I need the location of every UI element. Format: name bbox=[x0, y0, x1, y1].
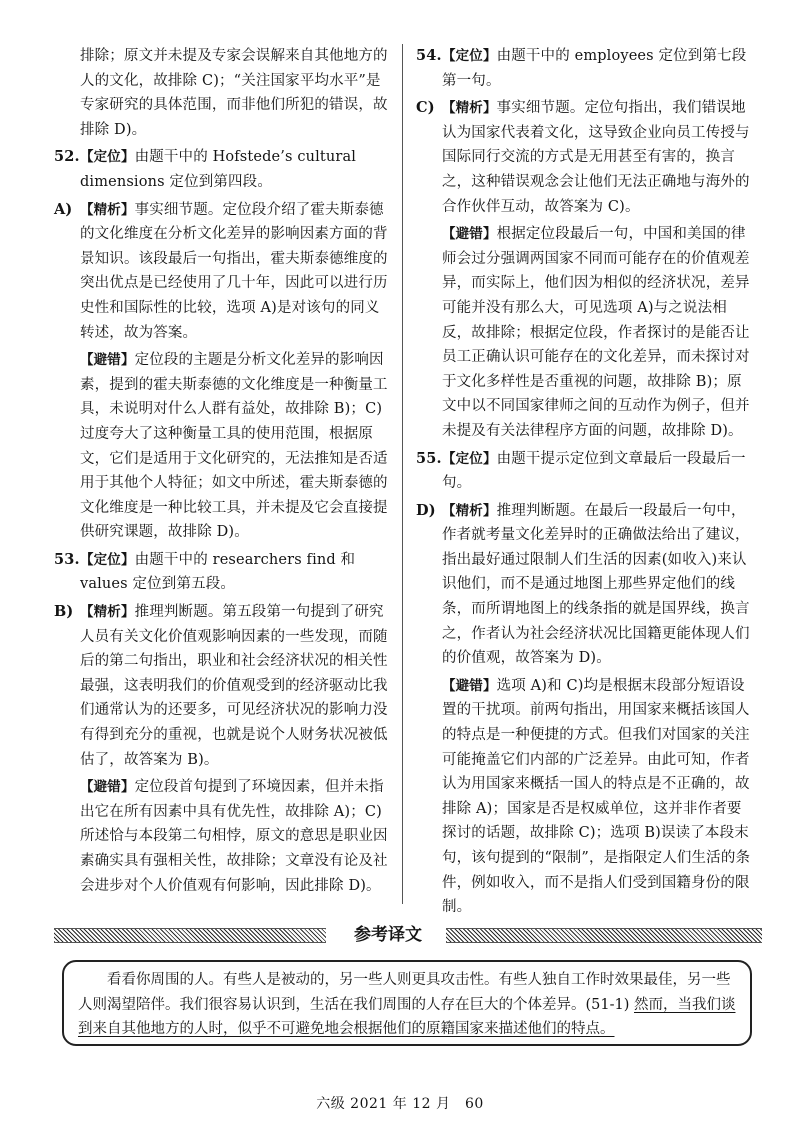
hatched-rule-left bbox=[54, 928, 326, 943]
analysis-text: 推理判断题。在最后一段最后一句中，作者就考量文化差异时的正确做法给出了建议，指出最好通过限制人们生活的因素(如收入)来认识他们，而不是通过地图上那些界定他们的线条，而所谓地图上的线条指的就是国界线，换言之，作者认为社会经济状况比国籍更能体现人们的价值观，故答案为 D)。 bbox=[442, 502, 750, 667]
answer-letter: B) bbox=[54, 603, 74, 621]
hatched-rule-right bbox=[446, 928, 762, 943]
locate-tag: 【定位】 bbox=[442, 48, 497, 64]
translation-underlined-text: 然而，当我们谈到来自其他地方的人时，似乎不可避免地会根据他们的原籍国家来描述他们的特点。 bbox=[78, 996, 736, 1037]
question-53-avoid bbox=[54, 775, 392, 898]
avoid-text: 选项 A)和 C)均是根据末段部分短语设置的干扰项。前两句指出，用国家来概括该国人的特点是一种便捷的方式。但我们对国家的关注可能掩盖它们内部的广泛差异。由此可知，作者认为用国家来概括一国人的特点是不正确的，故排除 A)；国家是否是权威单位，这并非作者要探讨的话题，故排除 C)；选项 B)误读了本段末句，该句提到的“限制”，是指限定人们生活的条件，例如收入，而不是指人们受到国籍身份的限制。 bbox=[442, 677, 751, 916]
left-column bbox=[54, 44, 392, 901]
analysis-text: 事实细节题。定位句指出，我们错误地认为国家代表着文化，这导致企业向员工传授与国际同行交流的方式是无用甚至有害的，换言之，这种错误观念会让他们无法正确地与海外的合作伙伴互动，故答案为 C)。 bbox=[442, 100, 750, 215]
locate-text: 由题干中的 employees 定位到第七段第一句。 bbox=[442, 48, 747, 89]
question-number: 55. bbox=[416, 449, 442, 467]
question-number: 52. bbox=[54, 148, 80, 166]
question-52-locate bbox=[54, 145, 392, 194]
question-54-locate bbox=[416, 44, 756, 93]
avoid-text: 定位段首句提到了环境因素，但并未指出它在所有因素中具有优先性，故排除 A)；C)所述恰与本段第二句相悖，原文的意思是职业因素确实具有强相关性，故排除；文章没有论及社会进步对个人价值观有何影响，因此排除 D)。 bbox=[80, 779, 388, 894]
analysis-tag: 【精析】 bbox=[80, 201, 135, 218]
answer-letter: C) bbox=[416, 99, 435, 117]
section-title: 参考译文 bbox=[354, 925, 422, 945]
analysis-tag: 【精析】 bbox=[80, 604, 135, 621]
answer-letter: D) bbox=[416, 501, 436, 519]
avoid-tag: 【避错】 bbox=[442, 226, 497, 243]
question-55-locate bbox=[416, 447, 756, 496]
question-52-analysis bbox=[54, 198, 392, 346]
question-number: 53. bbox=[54, 550, 80, 568]
avoid-tag: 【避错】 bbox=[80, 352, 135, 369]
question-54-analysis bbox=[416, 96, 756, 219]
avoid-tag: 【避错】 bbox=[80, 779, 135, 796]
question-55-analysis bbox=[416, 499, 756, 671]
locate-tag: 【定位】 bbox=[80, 551, 135, 568]
reference-translation-box bbox=[62, 960, 752, 1046]
avoid-tag: 【避错】 bbox=[442, 677, 497, 694]
locate-tag: 【定位】 bbox=[442, 450, 497, 467]
page-footer: 六级 2021 年 12 月 60 bbox=[316, 1096, 484, 1112]
question-52-avoid bbox=[54, 348, 392, 545]
translation-text: 看看你周围的人。有些人是被动的，另一些人则更具攻击性。有些人独自工作时效果最佳，另一些人则渴望陪伴。我们很容易认识到，生活在我们周围的人存在巨大的个体差异。(51-1) bbox=[78, 972, 731, 1013]
analysis-text: 事实细节题。定位段介绍了霍夫斯泰德的文化维度在分析文化差异的影响因素方面的背景知识。该段最后一句指出，霍夫斯泰德维度的突出优点是已经使用了几十年，因此可以进行历史性和国际性的比较，选项 A)是对该句的同义转述，故为答案。 bbox=[80, 201, 388, 341]
question-number: 54. bbox=[416, 47, 442, 64]
reference-translation-header bbox=[54, 922, 762, 948]
question-55-avoid bbox=[416, 674, 756, 920]
avoid-text: 根据定位段最后一句，中国和美国的律师会过分强调两国家不同而可能存在的价值观差异，而实际上，他们因为相似的经济状况，差异可能并没有那么大，可见选项 A)与之说法相反，故排除；根据定位段，作者探讨的是能否让员工正确认识可能存在的文化差异，而未探讨对于文化多样性是否重视的问题，故排除 B)；原文中以不同国家律师之间的互动作为例子，但并未提及有关法律程序方面的问题，故排除 D)。 bbox=[442, 226, 750, 439]
analysis-tag: 【精析】 bbox=[442, 100, 497, 117]
question-54-avoid bbox=[416, 222, 756, 443]
question-53-locate bbox=[54, 548, 392, 597]
locate-text: 由题干中的 Hofstede’s cultural dimensions 定位到第四段。 bbox=[80, 149, 357, 190]
avoid-text: 定位段的主题是分析文化差异的影响因素，提到的霍夫斯泰德的文化维度是一种衡量工具，未说明对什么人群有益处，故排除 B)；C)过度夸大了这种衡量工具的使用范围，根据原文，它们是适用于文化研究的，无法推知是否适用于其他个人特征；如文中所述，霍夫斯泰德的文化维度是一种比较工具，并未提及它会直接提供研究课题，故排除 D)。 bbox=[80, 352, 388, 541]
locate-text: 由题干中的 researchers find 和 values 定位到第五段。 bbox=[80, 551, 356, 593]
analysis-tag: 【精析】 bbox=[442, 502, 497, 519]
answer-letter: A) bbox=[54, 200, 73, 218]
column-divider bbox=[402, 44, 403, 904]
analysis-text: 推理判断题。第五段第一句提到了研究人员有关文化价值观影响因素的一些发现，而随后的第二句指出，职业和社会经济状况的相关性最强，这表明我们的价值观受到的经济驱动比我们通常认为的还要多，可见经济状况的影响力没有得到充分的重视，也就是说个人财务状况被低估了，故答案为 B)。 bbox=[80, 604, 388, 768]
right-column bbox=[416, 44, 756, 923]
paragraph-intro: 排除；原文并未提及专家会误解来自其他地方的人的文化，故排除 C)；“关注国家平均水平”是专家研究的具体范围，而非他们所犯的错误，故排除 D)。 bbox=[80, 48, 388, 138]
question-53-analysis bbox=[54, 600, 392, 772]
locate-tag: 【定位】 bbox=[80, 149, 135, 166]
locate-text: 由题干提示定位到文章最后一段最后一句。 bbox=[442, 450, 746, 492]
